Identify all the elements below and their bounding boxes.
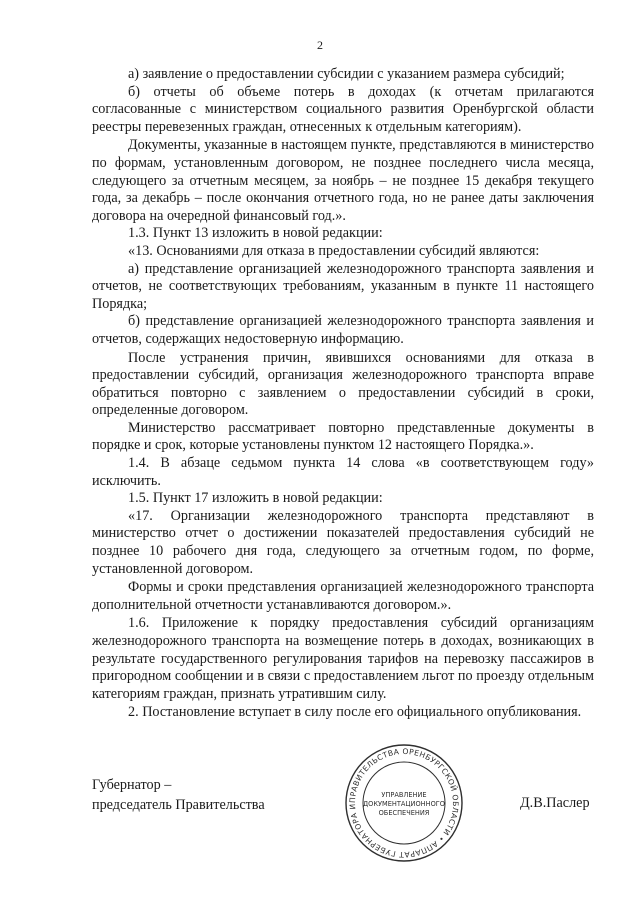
paragraph-b: б) отчеты об объеме потерь в доходах (к отчетам прилагаются согласованные с министерством социального развития Оренбургской области реестры перевезенных граждан, отнесенных к отдельным категориям). [92, 83, 594, 135]
paragraph-documents: Документы, указанные в настоящем пункте, представляются в министерство по формам, установленным договором, не позднее последнего числа месяца, следующего за отчетным месяцем, за ноябрь – не позднее 15 декабря текущего года, за декабрь – после окончания отчетного года, но не ранее даты заключения договора на очередной финансовый год.». [92, 137, 594, 224]
paragraph-13-a: а) представление организацией железнодорожного транспорта заявления и отчетов, не соответствующих требованиям, указанным в пункте 11 настоящего Порядка; [92, 260, 594, 312]
paragraph-a: а) заявление о предоставлении субсидии с указанием размера субсидий; [128, 66, 565, 82]
paragraph-13-b: б) представление организацией железнодорожного транспорта заявления и отчетов, содержащих недостоверную информацию. [92, 313, 594, 347]
signature-title-line2: председатель Правительства [92, 797, 265, 813]
seal-stamp [343, 742, 465, 864]
paragraph-forms: Формы и сроки представления организацией железнодорожного транспорта дополнительной отчетности устанавливаются договором.». [92, 579, 594, 613]
paragraph-1-4: 1.4. В абзаце седьмом пункта 14 слова «в соответствующем году» исключить. [92, 455, 594, 489]
paragraph-17: «17. Организации железнодорожного транспорта представляют в министерство отчет о достижении показателей предоставления субсидий не позднее 10 рабочего дня года, следующего за отчетным годом, по форме, установленной договором. [92, 507, 594, 577]
page-number: 2 [317, 38, 323, 52]
seal-ring-text: ПРАВИТЕЛЬСТВА ОРЕНБУРГСКОЙ ОБЛАСТИ • АППАРАТ ГУБЕРНАТОРА И [347, 746, 461, 860]
document-body [92, 66, 594, 722]
signature-name: Д.В.Паслер [520, 795, 590, 811]
signature-title-line1: Губернатор – [92, 777, 172, 793]
seal-line1: УПРАВЛЕНИЕ [381, 791, 427, 799]
paragraph-1-6: 1.6. Приложение к порядку предоставления субсидий организациям железнодорожного транспорта на возмещение потерь в доходах, возникающих в результате государственного регулирования тарифов на перевозку пассажиров в пригородном сообщении и в связи с предоставлением льгот по проезду отдельным категориям граждан, признать утратившим силу. [92, 615, 594, 702]
signature-title [92, 775, 265, 815]
paragraph-1-3: 1.3. Пункт 13 изложить в новой редакции: [128, 225, 383, 242]
paragraph-13-intro: «13. Основаниями для отказа в предоставлении субсидий являются: [128, 242, 540, 259]
paragraph-2: 2. Постановление вступает в силу после его официального опубликования. [128, 704, 582, 721]
seal-line3: ОБЕСПЕЧЕНИЯ [378, 809, 430, 817]
paragraph-after-elimination: После устранения причин, явившихся основаниями для отказа в предоставлении субсидий, организация железнодорожного транспорта вправе обратиться повторно с заявлением о предоставлении субсидий в сроки, определенные договором. [92, 349, 594, 419]
paragraph-1-5: 1.5. Пункт 17 изложить в новой редакции: [128, 490, 383, 507]
seal-line2: ДОКУМЕНТАЦИОННОГО [363, 800, 445, 808]
paragraph-ministry-review: Министерство рассматривает повторно представленные документы в порядке и срок, которые установлены пунктом 12 настоящего Порядка.». [92, 419, 594, 454]
